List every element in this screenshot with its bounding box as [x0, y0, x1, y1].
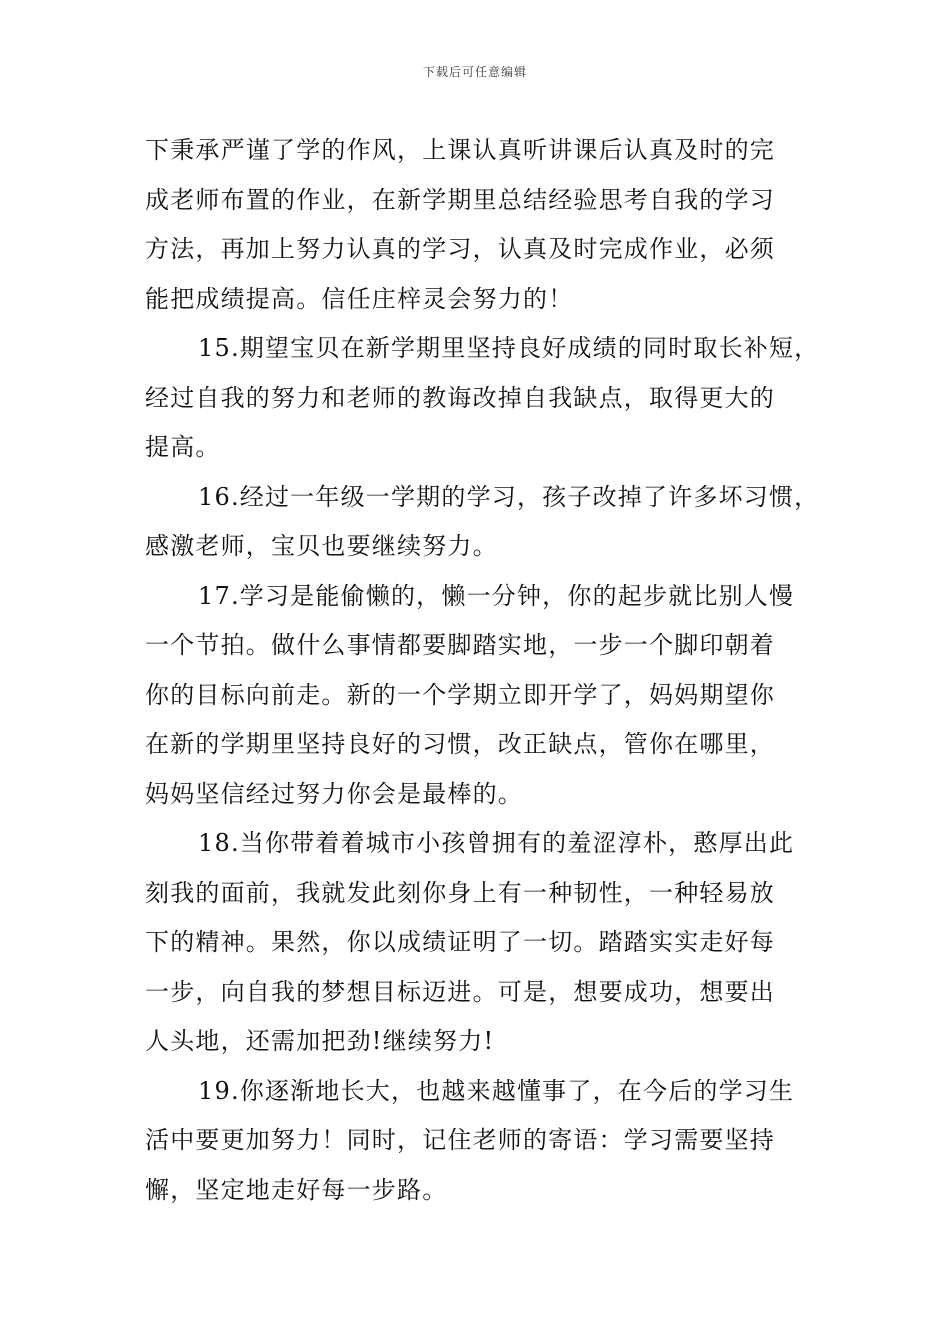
text-line: 活中要更加努力！同时，记住老师的寄语：学习需要坚持	[145, 1126, 775, 1154]
text-line: 方法，再加上努力认真的学习，认真及时完成作业，必须	[145, 235, 775, 263]
document-body	[145, 126, 820, 1215]
text-line: 18.当你带着着城市小孩曾拥有的羞涩淳朴，憨厚出此	[198, 829, 795, 857]
text-line: 你的目标向前走。新的一个学期立即开学了，妈妈期望你	[145, 680, 775, 709]
text-line: 人头地，还需加把劲!继续努力!	[145, 1027, 495, 1055]
text-line: 下秉承严谨了学的作风，上课认真听讲课后认真及时的完	[145, 136, 775, 164]
text-line: 懈，坚定地走好每一步路。	[145, 1175, 448, 1204]
text-line: 感激老师，宝贝也要继续努力。	[145, 532, 498, 560]
paragraph-continuation	[145, 126, 813, 324]
paragraph-item-19	[145, 1067, 813, 1216]
paragraph-item-15	[145, 324, 820, 473]
text-line: 经过自我的努力和老师的教诲改掉自我缺点，取得更大的	[145, 383, 775, 412]
text-line: 一步，向自我的梦想目标迈进。可是，想要成功，想要出	[145, 977, 775, 1006]
text-line: 19.你逐渐地长大，也越来越懂事了，在今后的学习生	[198, 1076, 795, 1105]
paragraph-item-17	[145, 572, 813, 820]
text-line: 15.期望宝贝在新学期里坚持良好成绩的同时取长补短，	[198, 334, 820, 362]
paragraph-item-16	[145, 473, 820, 572]
page-header: 下载后可任意编辑	[422, 65, 527, 79]
text-line: 一个节拍。做什么事情都要脚踏实地，一步一个脚印朝着	[145, 631, 775, 659]
text-line: 下的精神。果然，你以成绩证明了一切。踏踏实实走好每	[145, 928, 775, 956]
text-line: 17.学习是能偷懒的，懒一分钟，你的起步就比别人慢	[198, 581, 795, 610]
paragraph-item-18	[145, 819, 813, 1067]
text-line: 16.经过一年级一学期的学习，孩子改掉了许多坏习惯，	[198, 482, 820, 511]
text-line: 妈妈坚信经过努力你会是最棒的。	[145, 779, 523, 808]
text-line: 刻我的面前，我就发此刻你身上有一种韧性，一种轻易放	[145, 878, 775, 907]
text-line: 能把成绩提高。信任庄梓灵会努力的！	[145, 284, 574, 313]
text-line: 提高。	[145, 433, 221, 461]
text-line: 在新的学期里坚持良好的习惯，改正缺点，管你在哪里，	[145, 730, 775, 758]
text-line: 成老师布置的作业，在新学期里总结经验思考自我的学习	[145, 185, 775, 214]
